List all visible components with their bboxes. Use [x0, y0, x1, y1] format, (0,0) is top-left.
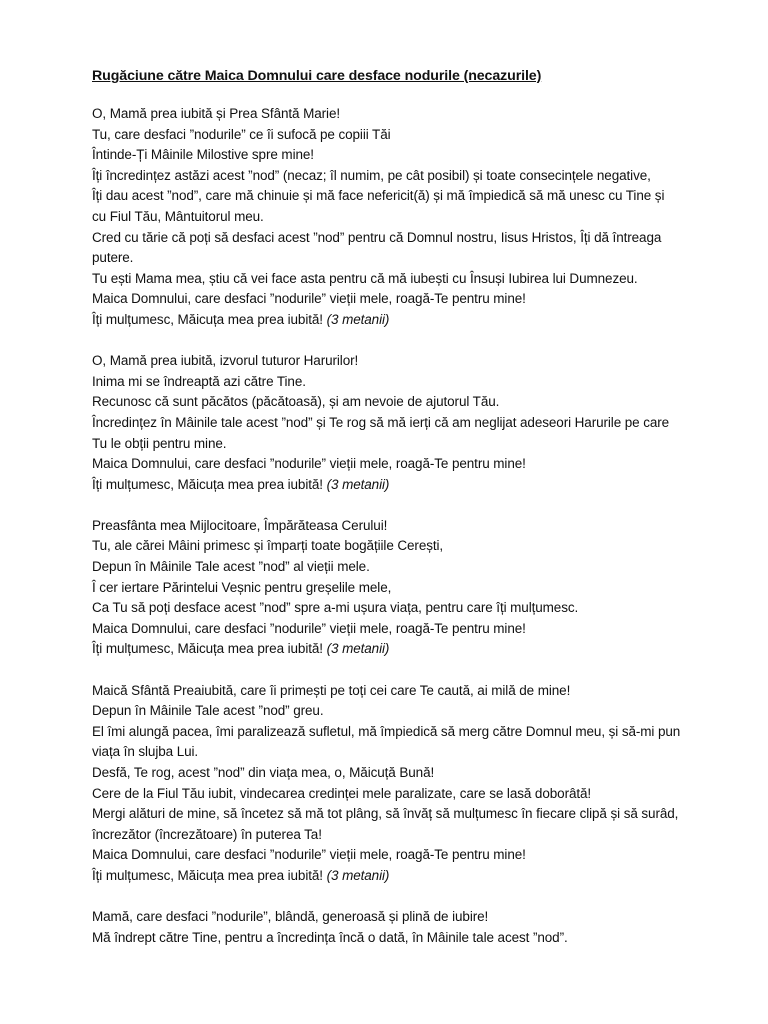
text-line: El îmi alungă pacea, îmi paralizează sufletul, mă împiedică să merg către Domnul meu, și să-mi pun	[92, 723, 681, 739]
text-line: Tu ești Mama mea, știu că vei face asta pentru că mă iubești cu Însuși Iubirea lui Dumnezeu.	[92, 270, 638, 286]
document-page	[92, 66, 732, 969]
closing-line	[92, 310, 732, 331]
text-line: Tu, care desfaci ”nodurile” ce îi sufocă pe copiii Tăi	[92, 126, 391, 142]
text-line: cu Fiul Tău, Mântuitorul meu.	[92, 208, 264, 224]
closing-line	[92, 866, 732, 887]
text-line: Tu, ale cărei Mâini primesc și împarți toate bogățiile Cerești,	[92, 538, 444, 554]
text-line: Cere de la Fiul Tău iubit, vindecarea credinței mele paralizate, care se lasă doborâtă!	[92, 785, 592, 801]
stanza-1	[92, 104, 732, 331]
stanza-3	[92, 516, 732, 660]
text-line: Depun în Mâinile Tale acest ”nod” al vieții mele.	[92, 559, 370, 575]
text-line: Întinde-Ți Mâinile Milostive spre mine!	[92, 147, 314, 163]
closing-text: Îți mulțumesc, Măicuța mea prea iubită!	[92, 311, 323, 327]
metanii-note: (3 metanii)	[326, 476, 390, 492]
text-line: Mamă, care desfaci ”nodurile”, blândă, generoasă și plină de iubire!	[92, 909, 489, 925]
text-line: Maica Domnului, care desfaci ”nodurile” vieții mele, roagă-Te pentru mine!	[92, 620, 526, 636]
text-line: încrezător (încrezătoare) în puterea Ta!	[92, 826, 322, 842]
text-line: Mă îndrept către Tine, pentru a încredința încă o dată, în Mâinile tale acest ”nod”.	[92, 929, 568, 945]
text-line: O, Mamă prea iubită și Prea Sfântă Marie!	[92, 106, 341, 121]
text-line: putere.	[92, 250, 134, 266]
page-title: Rugăciune către Maica Domnului care desface nodurile (necazurile)	[92, 68, 542, 84]
text-line: Desfă, Te rog, acest ”nod” din viața mea, o, Măicuță Bună!	[92, 765, 435, 780]
stanza-5	[92, 907, 732, 948]
text-line: Maica Domnului, care desfaci ”nodurile” vieții mele, roagă-Te pentru mine!	[92, 847, 526, 863]
closing-text: Îți mulțumesc, Măicuța mea prea iubită!	[92, 641, 323, 657]
text-line: Îți dau acest ”nod”, care mă chinuie și mă face nefericit(ă) și mă împiedică să mă unesc cu Tine și	[92, 188, 665, 204]
text-line: Încredințez în Mâinile tale acest ”nod” și Te rog să mă ierți că am neglijat adeseori Harurile pe care	[92, 414, 670, 430]
stanza-4	[92, 681, 732, 887]
text-line: viața în slujba Lui.	[92, 744, 199, 760]
closing-line	[92, 475, 732, 496]
text-line: Maică Sfântă Preaiubită, care îi primești pe toți cei care Te caută, ai milă de mine!	[92, 682, 571, 698]
metanii-note: (3 metanii)	[326, 641, 390, 657]
metanii-note: (3 metanii)	[326, 867, 390, 883]
text-line: Maica Domnului, care desfaci ”nodurile” vieții mele, roagă-Te pentru mine!	[92, 291, 526, 307]
closing-text: Îți mulțumesc, Măicuța mea prea iubită!	[92, 867, 323, 883]
text-line: Ca Tu să poți desface acest ”nod” spre a-mi ușura viața, pentru care îți mulțumesc.	[92, 600, 579, 616]
text-line: Preasfânta mea Mijlocitoare, Împărăteasa Cerului!	[92, 517, 388, 533]
text-line: Maica Domnului, care desfaci ”nodurile” vieții mele, roagă-Te pentru mine!	[92, 456, 526, 472]
text-line: Tu le obții pentru mine.	[92, 435, 227, 451]
text-line: Recunosc că sunt păcătos (păcătoasă), și am nevoie de ajutorul Tău.	[92, 394, 500, 410]
text-line: Î cer iertare Părintelui Veșnic pentru greșelile mele,	[92, 579, 392, 595]
metanii-note: (3 metanii)	[326, 311, 390, 327]
stanza-2	[92, 351, 732, 495]
text-line: Inima mi se îndreaptă azi către Tine.	[92, 373, 306, 389]
text-line: Depun în Mâinile Tale acest ”nod” greu.	[92, 703, 324, 719]
text-line: Mergi alături de mine, să încetez să mă tot plâng, să învăț să mulțumesc în fiecare clipă și să surâd,	[92, 806, 679, 822]
closing-line	[92, 639, 732, 660]
text-line: Îți încredințez astăzi acest ”nod” (necaz; îl numim, pe cât posibil) și toate consecințele negative,	[92, 167, 651, 183]
text-line: O, Mamă prea iubită, izvorul tuturor Harurilor!	[92, 353, 359, 369]
closing-text: Îți mulțumesc, Măicuța mea prea iubită!	[92, 476, 323, 492]
text-line: Cred cu tărie că poți să desfaci acest ”nod” pentru că Domnul nostru, Iisus Hristos, Îți dă întreaga	[92, 229, 662, 245]
